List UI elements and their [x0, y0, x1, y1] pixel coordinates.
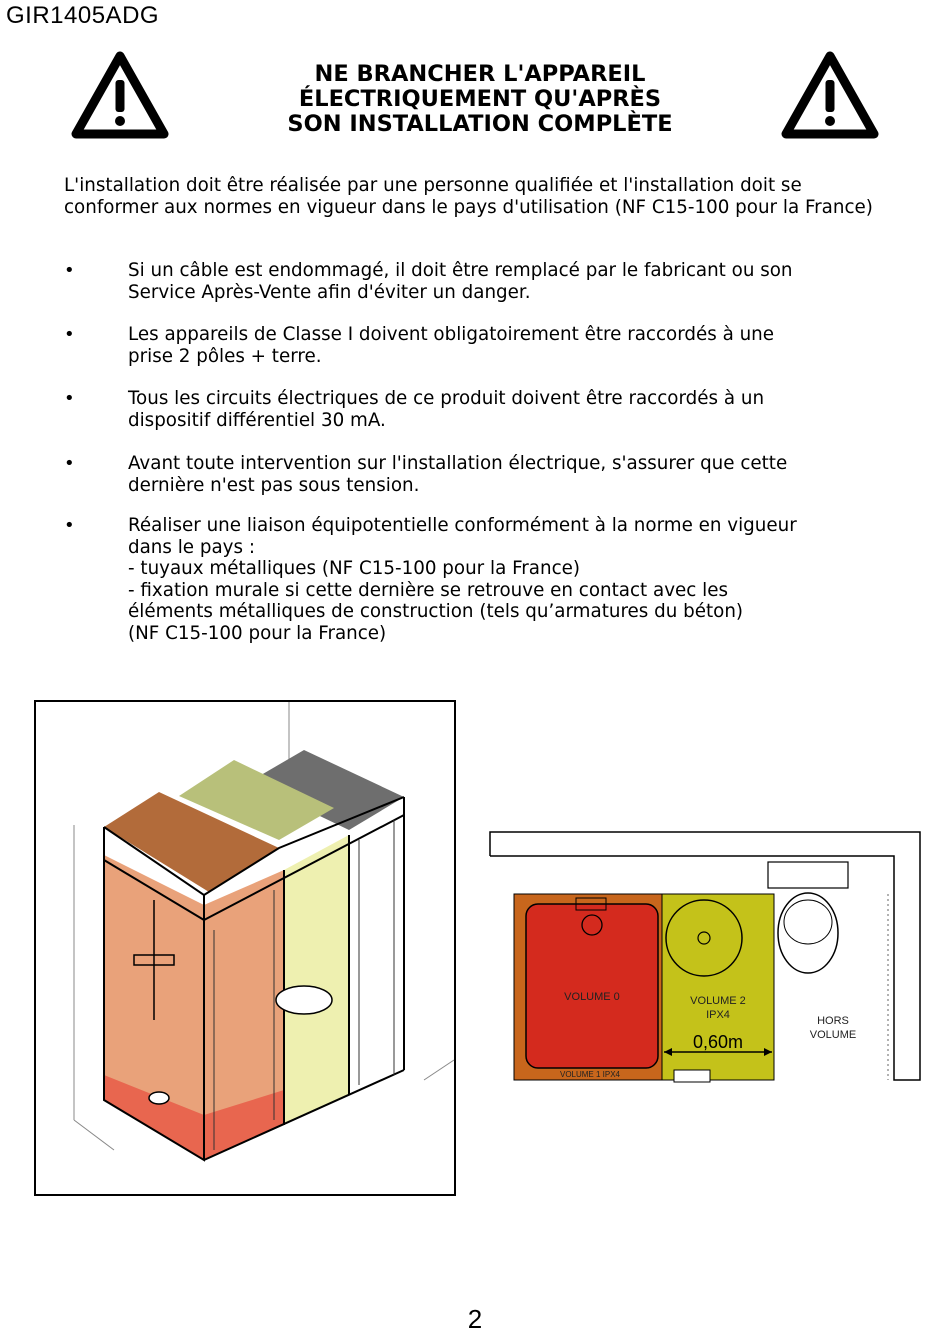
title-line: NE BRANCHER L'APPAREIL [314, 61, 646, 87]
list-item-line: Avant toute intervention sur l'installation électrique, s'assurer que cette [128, 453, 788, 474]
bullet-glyph: • [64, 260, 75, 281]
volume-zoning-plan [488, 828, 924, 1084]
list-item [64, 388, 764, 431]
volume0-label: VOLUME 0 [564, 991, 620, 1003]
list-item-line: Service Après-Vente afin d'éviter un danger. [128, 281, 531, 303]
bullet-glyph: • [64, 453, 75, 474]
list-item [64, 453, 787, 496]
volume2-zone [284, 835, 349, 1125]
document-code: GIR1405ADG [6, 2, 160, 29]
list-item-line: éléments métalliques de construction (tels qu’armatures du béton) [128, 601, 744, 622]
distance-label: 0,60m [692, 1032, 744, 1052]
intro-paragraph: L'installation doit être réalisée par une personne qualifiée et l'installation doit se conformer aux normes en vigueur dans le pays d'utilisation (NF C15-100 pour la France) [64, 175, 873, 218]
hors-volume-label-line2: VOLUME [809, 1029, 857, 1041]
list-item [64, 324, 774, 367]
list-item-line: (NF C15-100 pour la France) [128, 622, 387, 644]
list-item [64, 515, 797, 644]
list-item-line: Si un câble est endommagé, il doit être remplacé par le fabricant ou son [128, 260, 793, 281]
title-line: SON INSTALLATION COMPLÈTE [287, 111, 673, 137]
list-item [64, 260, 793, 303]
warning-title [230, 62, 730, 137]
volume2-label: VOLUME 2 [690, 995, 746, 1007]
page-number: 2 [467, 1304, 483, 1334]
warning-icon [70, 50, 170, 142]
list-item-line: prise 2 pôles + terre. [128, 345, 322, 367]
list-item-line: Tous les circuits électriques de ce produit doivent être raccordés à un [128, 388, 765, 409]
list-item-line: Les appareils de Classe I doivent obligatoirement être raccordés à une [128, 324, 775, 345]
list-item-line: - fixation murale si cette dernière se retrouve en contact avec les [128, 579, 728, 601]
bullet-glyph: • [64, 324, 75, 345]
volume2-ipx-label: IPX4 [706, 1009, 730, 1021]
list-item-line: Réaliser une liaison équipotentielle conformément à la norme en vigueur [128, 515, 797, 536]
shower-cabin-illustration [34, 700, 456, 1196]
bullet-glyph: • [64, 515, 75, 536]
warning-icon [780, 50, 880, 142]
hors-volume-label: HORS [817, 1015, 849, 1027]
title-line: ÉLECTRIQUEMENT QU'APRÈS [298, 86, 662, 112]
list-item-line: dans le pays : [128, 536, 255, 558]
bullet-glyph: • [64, 388, 75, 409]
volume1-label: VOLUME 1 IPX4 [559, 1070, 621, 1079]
list-item-line: dispositif différentiel 30 mA. [128, 409, 386, 431]
list-item-line: - tuyaux métalliques (NF C15-100 pour la France) [128, 558, 581, 579]
volume0-area [526, 904, 658, 1068]
list-item-line: dernière n'est pas sous tension. [128, 474, 420, 496]
